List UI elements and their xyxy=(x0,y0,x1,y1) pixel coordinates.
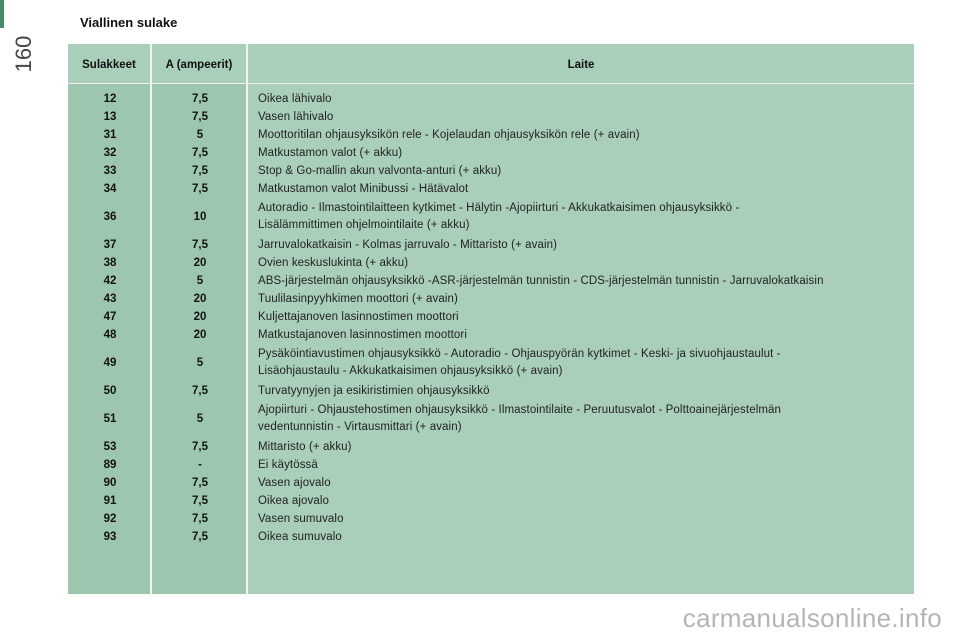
device-line: Ei käytössä xyxy=(258,458,318,471)
fuse-device xyxy=(248,255,914,272)
table-row xyxy=(68,180,914,198)
fuse-number: 92 xyxy=(103,513,117,525)
header-amps: A (ampeerit) xyxy=(165,59,233,71)
fuse-amperage: 5 xyxy=(196,275,204,287)
fuse-device xyxy=(248,200,914,234)
fuse-number: 33 xyxy=(103,165,117,177)
table-row xyxy=(68,126,914,144)
table-row xyxy=(68,198,914,236)
fuse-device xyxy=(248,145,914,162)
fuse-amperage: 20 xyxy=(193,293,207,305)
fuse-device xyxy=(248,346,914,380)
header-device: Laite xyxy=(567,59,595,71)
section-title: Viallinen sulake xyxy=(80,15,178,30)
fuse-number: 12 xyxy=(103,93,117,105)
device-line: Pysäköintiavustimen ohjausyksikkö - Autoradio - Ohjauspyörän kytkimet - Keski- ja sivuohjaustaulut - xyxy=(258,348,781,360)
fuse-number: 91 xyxy=(103,495,117,507)
fuse-device xyxy=(248,511,914,528)
device-line: Matkustamon valot Minibussi - Hätävalot xyxy=(258,182,469,195)
fuse-device xyxy=(248,309,914,326)
table-row xyxy=(68,528,914,546)
device-line: Lisäohjaustaulu - Akkukatkaisimen ohjausyksikkö (+ avain) xyxy=(258,365,563,377)
fuse-device xyxy=(248,402,914,436)
table-row xyxy=(68,326,914,344)
device-line: Jarruvalokatkaisin - Kolmas jarruvalo - Mittaristo (+ avain) xyxy=(258,238,558,251)
fuse-device xyxy=(248,493,914,510)
fuse-device xyxy=(248,457,914,474)
device-line: Kuljettajanoven lasinnostimen moottori xyxy=(258,310,459,323)
fuse-device xyxy=(248,529,914,546)
fuse-number: 48 xyxy=(103,329,117,341)
fuse-number: 36 xyxy=(103,211,117,223)
fuse-number: 51 xyxy=(103,413,117,425)
fuse-number: 38 xyxy=(103,257,117,269)
fuse-number: 89 xyxy=(103,459,117,471)
fuse-device xyxy=(248,475,914,492)
fuse-amperage: 7,5 xyxy=(192,441,208,453)
fuse-device xyxy=(248,163,914,180)
fuse-amperage: 5 xyxy=(196,357,204,369)
device-line: Lisälämmittimen ohjelmointilaite (+ akku) xyxy=(258,219,470,231)
fuse-number: 31 xyxy=(103,129,117,141)
fuse-amperage: 7,5 xyxy=(192,513,208,525)
device-line: Matkustamon valot (+ akku) xyxy=(258,146,403,159)
fuse-number: 42 xyxy=(103,275,117,287)
device-line: Oikea lähivalo xyxy=(258,92,332,105)
watermark: carmanualsonline.info xyxy=(682,603,942,633)
table-row xyxy=(68,456,914,474)
fuse-number: 34 xyxy=(103,183,117,195)
fuse-amperage: 20 xyxy=(193,311,207,323)
fuse-device xyxy=(248,439,914,456)
fuse-amperage: 7,5 xyxy=(192,495,208,507)
table-row xyxy=(68,382,914,400)
device-line: Matkustajanoven lasinnostimen moottori xyxy=(258,328,467,341)
fuse-amperage: 7,5 xyxy=(192,239,208,251)
fuse-device xyxy=(248,181,914,198)
fuse-number: 32 xyxy=(103,147,117,159)
table-row xyxy=(68,272,914,290)
fuse-amperage: 7,5 xyxy=(192,385,208,397)
fuse-device xyxy=(248,383,914,400)
table-row xyxy=(68,438,914,456)
fuse-number: 53 xyxy=(103,441,117,453)
device-line: Oikea ajovalo xyxy=(258,494,329,507)
table-header xyxy=(68,44,914,84)
table-row xyxy=(68,144,914,162)
fuse-number: 47 xyxy=(103,311,117,323)
table-row xyxy=(68,236,914,254)
fuse-number: 49 xyxy=(103,357,117,369)
table-row xyxy=(68,400,914,438)
device-line: Ajopiirturi - Ohjaustehostimen ohjausyksikkö - Ilmastointilaite - Peruutusvalot - Polttoainejärjestelmän xyxy=(258,404,782,416)
fuse-device xyxy=(248,109,914,126)
device-line: Turvatyynyjen ja esikiristimien ohjausyksikkö xyxy=(258,384,490,397)
device-line: ABS-järjestelmän ohjausyksikkö -ASR-järjestelmän tunnistin - CDS-järjestelmän tunnistin - Jarruvalokatkaisin xyxy=(258,274,824,287)
fuse-amperage: 7,5 xyxy=(192,111,208,123)
table-row xyxy=(68,108,914,126)
fuse-amperage: 10 xyxy=(193,211,207,223)
fuse-number: 43 xyxy=(103,293,117,305)
device-line: Vasen ajovalo xyxy=(258,476,331,489)
fuse-table xyxy=(68,44,914,594)
fuse-amperage: 5 xyxy=(196,129,204,141)
section-accent-bar xyxy=(0,0,4,28)
fuse-amperage: 7,5 xyxy=(192,147,208,159)
table-row xyxy=(68,162,914,180)
fuse-device xyxy=(248,291,914,308)
fuse-device xyxy=(248,237,914,254)
fuse-number: 13 xyxy=(103,111,117,123)
device-line: Oikea sumuvalo xyxy=(258,530,342,543)
device-line: Vasen sumuvalo xyxy=(258,512,344,525)
fuse-amperage: 7,5 xyxy=(192,477,208,489)
table-row xyxy=(68,492,914,510)
table-row xyxy=(68,254,914,272)
fuse-device xyxy=(248,91,914,108)
header-fuse: Sulakkeet xyxy=(82,59,136,71)
table-row xyxy=(68,474,914,492)
device-line: Tuulilasinpyyhkimen moottori (+ avain) xyxy=(258,292,458,305)
fuse-amperage: - xyxy=(198,459,202,471)
fuse-number: 50 xyxy=(103,385,117,397)
fuse-amperage: 5 xyxy=(196,413,204,425)
device-line: Vasen lähivalo xyxy=(258,110,334,123)
table-body xyxy=(68,90,914,546)
table-row xyxy=(68,344,914,382)
table-row xyxy=(68,90,914,108)
table-row xyxy=(68,510,914,528)
device-line: vedentunnistin - Virtausmittari (+ avain) xyxy=(258,421,462,433)
device-line: Mittaristo (+ akku) xyxy=(258,440,352,453)
table-row xyxy=(68,290,914,308)
device-line: Moottoritilan ohjausyksikön rele - Kojelaudan ohjausyksikön rele (+ avain) xyxy=(258,128,640,141)
fuse-number: 93 xyxy=(103,531,117,543)
fuse-amperage: 7,5 xyxy=(192,93,208,105)
fuse-device xyxy=(248,127,914,144)
table-row xyxy=(68,308,914,326)
fuse-amperage: 7,5 xyxy=(192,183,208,195)
device-line: Stop & Go-mallin akun valvonta-anturi (+ akku) xyxy=(258,164,502,177)
device-line: Ovien keskuslukinta (+ akku) xyxy=(258,256,409,269)
fuse-number: 90 xyxy=(103,477,117,489)
fuse-amperage: 7,5 xyxy=(192,165,208,177)
fuse-amperage: 20 xyxy=(193,257,207,269)
device-line: Autoradio - Ilmastointilaitteen kytkimet - Hälytin -Ajopiirturi - Akkukatkaisimen ohjausyksikkö - xyxy=(258,202,740,214)
fuse-amperage: 20 xyxy=(193,329,207,341)
fuse-device xyxy=(248,273,914,290)
page-number: 160 xyxy=(11,35,36,73)
fuse-number: 37 xyxy=(103,239,117,251)
fuse-amperage: 7,5 xyxy=(192,531,208,543)
fuse-device xyxy=(248,327,914,344)
